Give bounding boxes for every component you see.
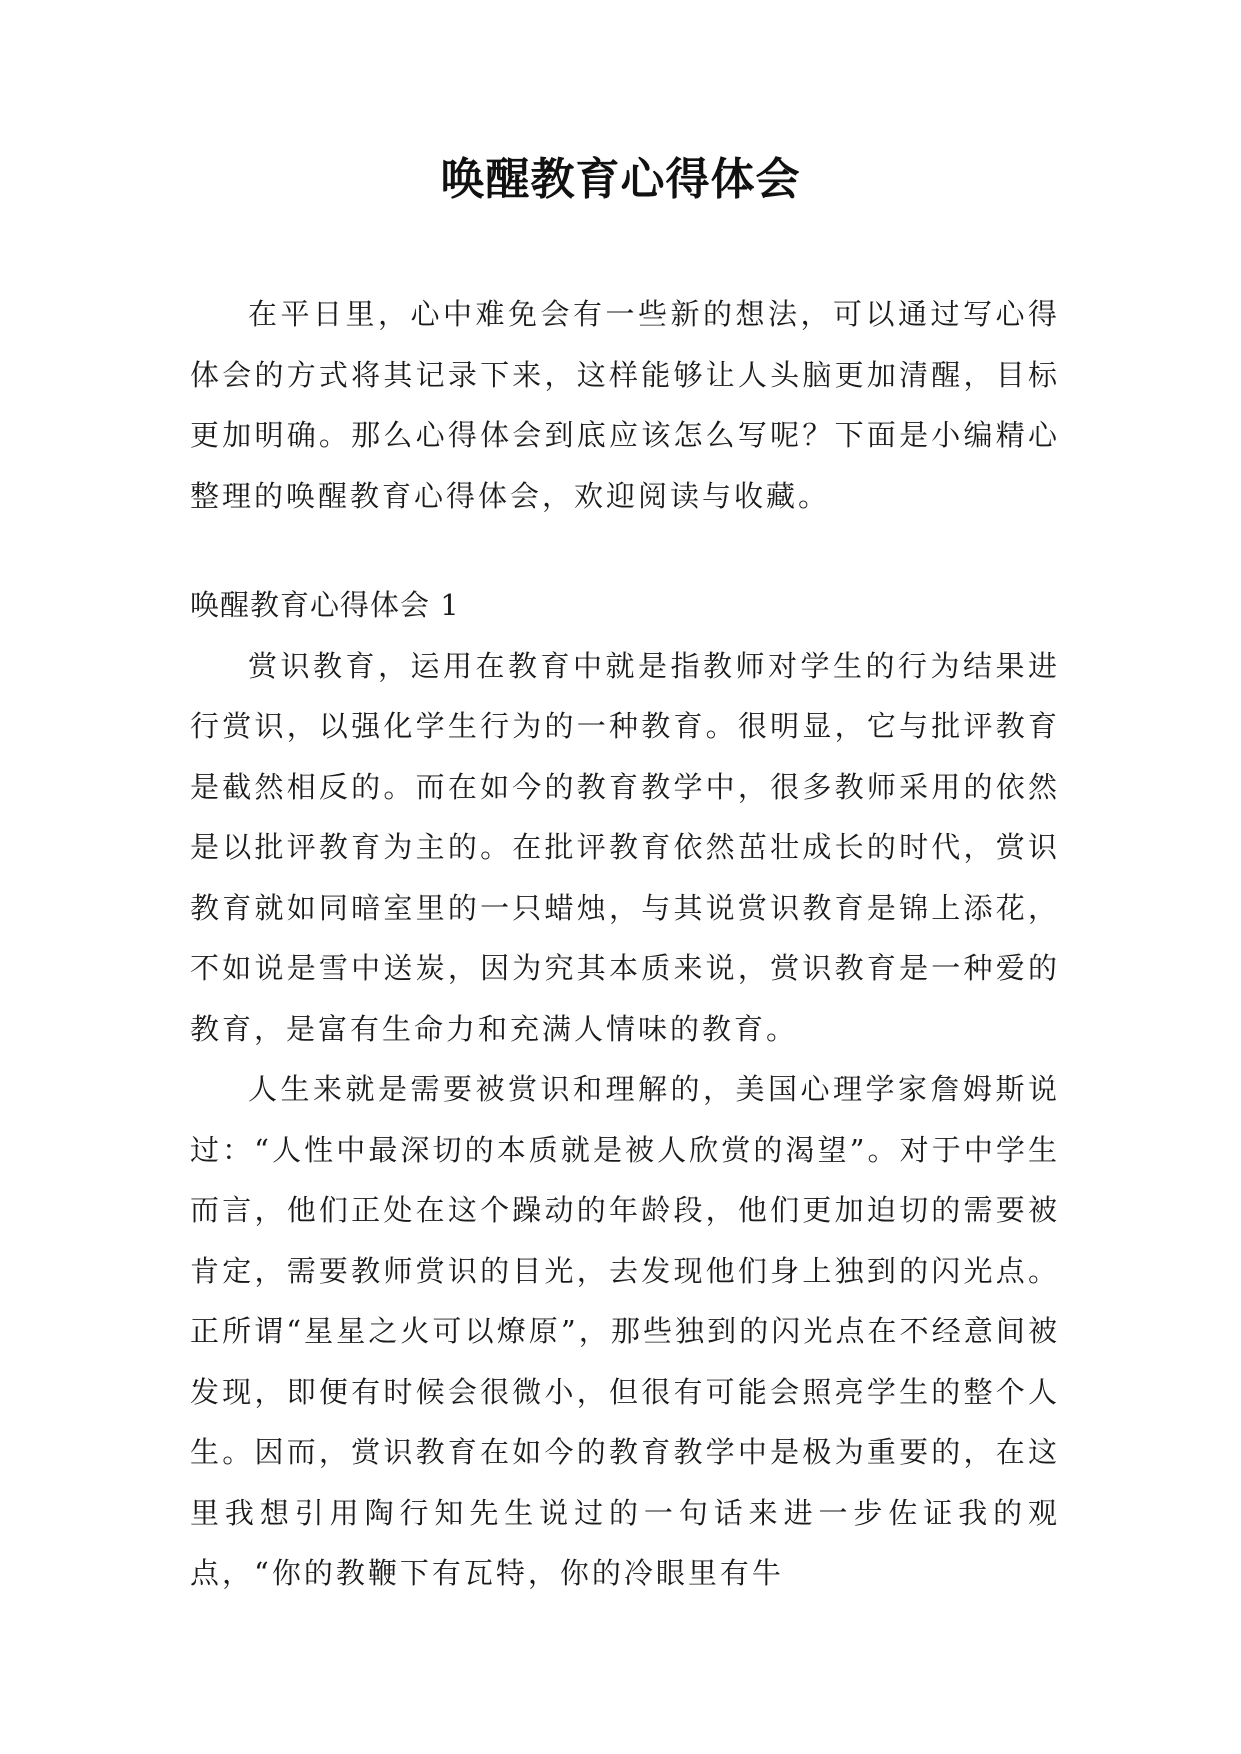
body-paragraph: 赏识教育，运用在教育中就是指教师对学生的行为结果进行赏识，以强化学生行为的一种教育。很明显，它与批评教育是截然相反的。而在如今的教育教学中，很多教师采用的依然是以批评教育为主的。在批评教育依然茁壮成长的时代，赏识教育就如同暗室里的一只蜡烛，与其说赏识教育是锦上添花，不如说是雪中送炭，因为究其本质来说，赏识教育是一种爱的教育，是富有生命力和充满人情味的教育。: [190, 648, 1060, 1046]
intro-paragraph: 在平日里，心中难免会有一些新的想法，可以通过写心得体会的方式将其记录下来，这样能够让人头脑更加清醒，目标更加明确。那么心得体会到底应该怎么写呢？下面是小编精心整理的唤醒教育心得体会，欢迎阅读与收藏。: [190, 297, 1060, 513]
document-body: [190, 284, 1060, 1604]
document-title: 唤醒教育心得体会: [440, 154, 801, 205]
body-paragraph: 人生来就是需要被赏识和理解的，美国心理学家詹姆斯说过：“人性中最深切的本质就是被人欣赏的渴望”。对于中学生而言，他们正处在这个躁动的年龄段，他们更加迫切的需要被肯定，需要教师赏识的目光，去发现他们身上独到的闪光点。正所谓“星星之火可以燎原”，那些独到的闪光点在不经意间被发现，即便有时候会很微小，但很有可能会照亮学生的整个人生。因而，赏识教育在如今的教育教学中是极为重要的，在这里我想引用陶行知先生说过的一句话来进一步佐证我的观点，“你的教鞭下有瓦特，你的冷眼里有牛: [190, 1072, 1060, 1590]
section-heading: 唤醒教育心得体会 1: [190, 588, 460, 622]
